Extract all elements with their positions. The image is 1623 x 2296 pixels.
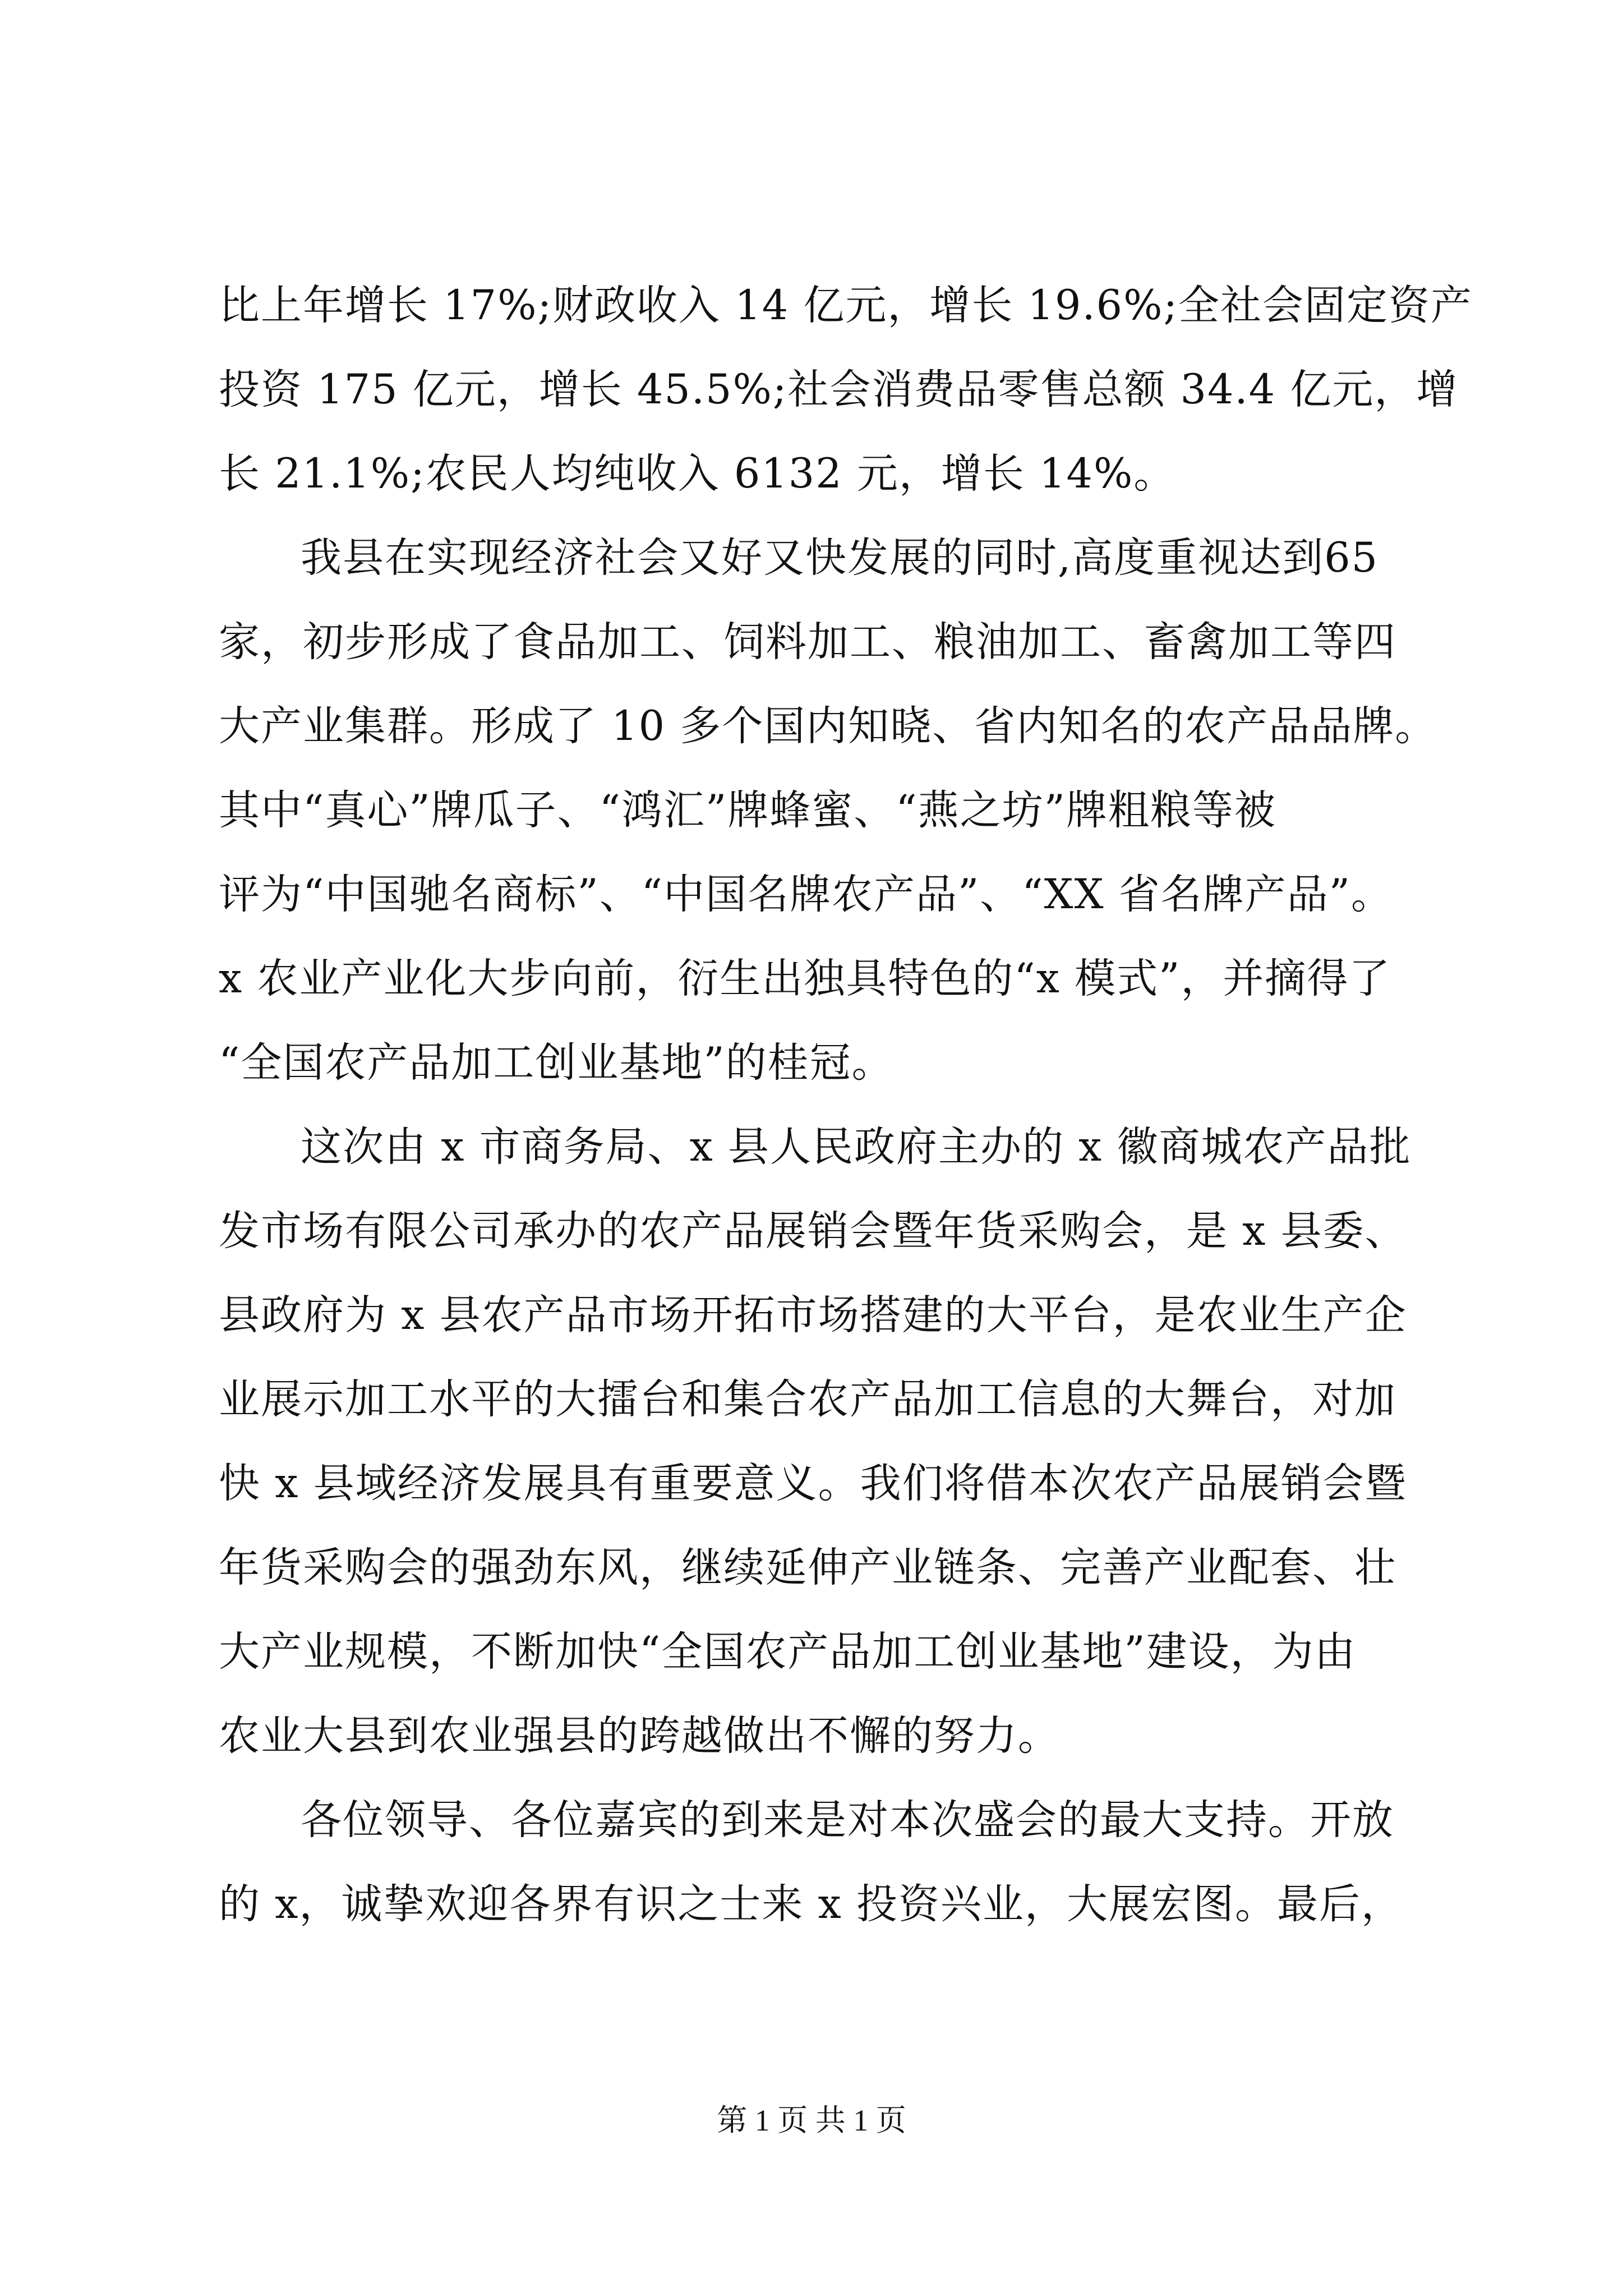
text-line: 快 x 县域经济发展具有重要意义。我们将借本次农产品展销会暨 [219, 1460, 1407, 1507]
text-line: 的 x，诚挚欢迎各界有识之士来 x 投资兴业，大展宏图。最后， [219, 1880, 1403, 1928]
text-line: 大产业集群。形成了 10 多个国内知晓、省内知名的农产品品牌。 [219, 702, 1437, 750]
text-line: 家，初步形成了食品加工、饲料加工、粮油加工、畜禽加工等四 [219, 618, 1396, 666]
text-line: “全国农产品加工创业基地”的桂冠。 [219, 1039, 894, 1087]
paragraph-first-line: 各位领导、各位嘉宾的到来是对本次盛会的最大支持。开放 [301, 1796, 1394, 1844]
text-line: 大产业规模，不断加快“全国农产品加工创业基地”建设，为由 [219, 1628, 1357, 1676]
text-line: 其中“真心”牌瓜子、“鸿汇”牌蜂蜜、“燕之坊”牌粗粮等被 [219, 786, 1276, 834]
text-line: 业展示加工水平的大擂台和集合农产品加工信息的大舞台，对加 [219, 1375, 1396, 1423]
text-line: x 农业产业化大步向前，衍生出独具特色的“x 模式”，并摘得了 [219, 955, 1391, 1002]
text-line: 发市场有限公司承办的农产品展销会暨年货采购会，是 x 县委、 [219, 1207, 1407, 1255]
text-line: 比上年增长 17%;财政收入 14 亿元，增长 19.6%;全社会固定资产 [219, 282, 1473, 329]
text-line: 年货采购会的强劲东风，继续延伸产业链条、完善产业配套、壮 [219, 1544, 1396, 1591]
text-line: 县政府为 x 县农产品市场开拓市场搭建的大平台，是农业生产企 [219, 1291, 1407, 1339]
text-line: 投资 175 亿元，增长 45.5%;社会消费品零售总额 34.4 亿元，增 [219, 366, 1459, 413]
text-line: 评为“中国驰名商标”、“中国名牌农产品”、“XX 省名牌产品”。 [219, 871, 1394, 918]
paragraph-first-line: 这次由 x 市商务局、x 县人民政府主办的 x 徽商城农产品批 [301, 1123, 1412, 1171]
text-line: 长 21.1%;农民人均纯收入 6132 元，增长 14%。 [219, 450, 1176, 498]
page-footer: 第 1 页 共 1 页 [717, 2104, 906, 2137]
text-line: 农业大县到农业强县的跨越做出不懈的努力。 [219, 1712, 1060, 1760]
paragraph-first-line: 我县在实现经济社会又好又快发展的同时,高度重视达到65 [301, 534, 1379, 582]
